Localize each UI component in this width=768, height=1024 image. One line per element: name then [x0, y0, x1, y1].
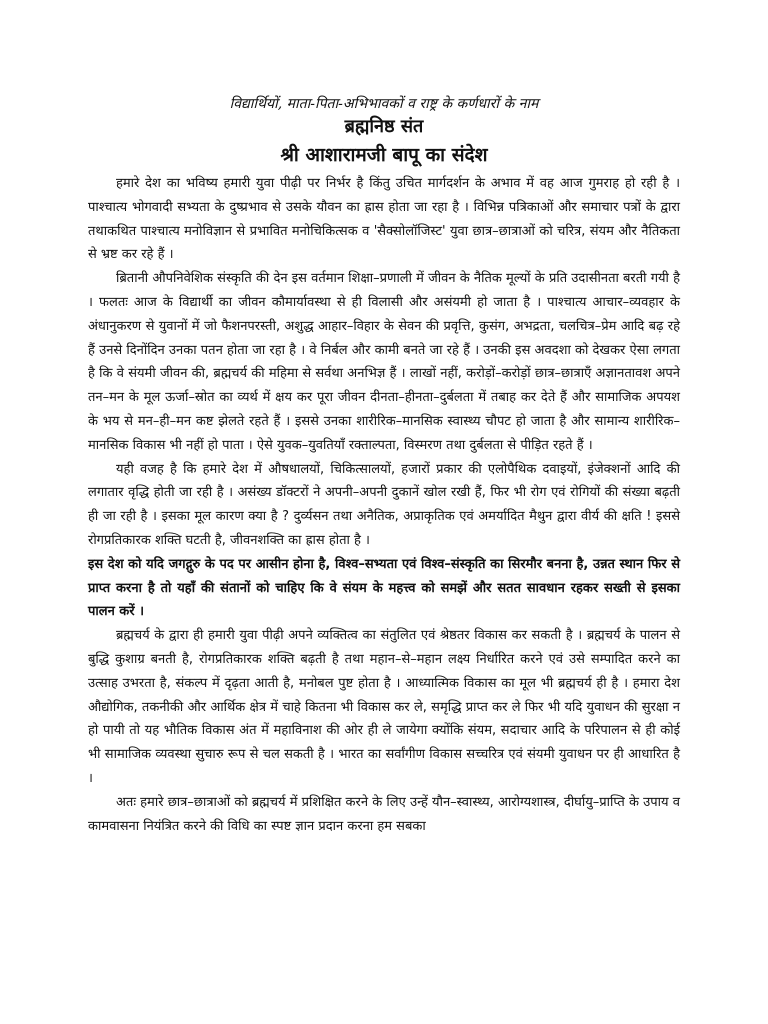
- saint-title: ब्रह्मनिष्ठ संत: [344, 116, 424, 137]
- body-paragraph: हमारे देश का भविष्य हमारी युवा पीढ़ी पर निर्भर है किंतु उचित मार्गदर्शन के अभाव में वह आज गुमराह हो रही है । पाश्चात्य भोगवादी सभ्यता के दुष्प्रभाव से उसके यौवन का ह्रास होता जा रहा है । विभिन्न पत्रिकाओं और समाचार पत्रों के द्वारा तथाकथित पाश्चात्य मनोविज्ञान से प्रभावित मनोचिकित्सक व 'सैक्सोलॉजिस्ट' युवा छात्र–छात्राओं को चरित्र, संयम और नैतिकता से भ्रष्ट कर रहे हैं ।: [88, 176, 680, 263]
- message-heading: श्री आशारामजी बापू का संदेश: [280, 144, 488, 166]
- body-paragraph: ब्रितानी औपनिवेशिक संस्कृति की देन इस वर्तमान शिक्षा–प्रणाली में जीवन के नैतिक मूल्यों के प्रति उदासीनता बरती गयी है । फलतः आज के विद्यार्थी का जीवन कौमार्यावस्था से ही विलासी और असंयमी हो जाता है । पाश्चात्य आचार–व्यवहार के अंधानुकरण से युवानों में जो फैशनपरस्ती, अशुद्ध आहार–विहार के सेवन की प्रवृत्ति, कुसंग, अभद्रता, चलचित्र–प्रेम आदि बढ़ रहे हैं उनसे दिनोंदिन उनका पतन होता जा रहा है । वे निर्बल और कामी बनते जा रहे हैं । उनकी इस अवदशा को देखकर ऐसा लगता है कि वे संयमी जीवन की, ब्रह्मचर्य की महिमा से सर्वथा अनभिज्ञ हैं । लाखों नहीं, करोड़ों–करोड़ों छात्र–छात्राएँ अज्ञानतावश अपने तन–मन के मूल ऊर्जा–स्रोत का व्यर्थ में क्षय कर पूरा जीवन दीनता–हीनता–दुर्बलता में तबाह कर देते हैं और सामाजिक अपयश के भय से मन–ही–मन कष्ट झेलते रहते हैं । इससे उनका शारीरिक–मानसिक स्वास्थ्य चौपट हो जाता है और सामान्य शारीरिक–मानसिक विकास भी नहीं हो पाता । ऐसे युवक–युवतियाँ रक्ताल्पता, विस्मरण तथा दुर्बलता से पीड़ित रहते हैं ।: [88, 271, 680, 453]
- body-paragraph: अतः हमारे छात्र–छात्राओं को ब्रह्मचर्य में प्रशिक्षित करने के लिए उन्हें यौन–स्वास्थ्य, आरोग्यशास्त्र, दीर्घायु–प्राप्ति के उपाय व कामवासना नियंत्रित करने की विधि का स्पष्ट ज्ञान प्रदान करना हम सबका: [88, 794, 680, 834]
- emphasis-paragraph: इस देश को यदि जगद्गुरु के पद पर आसीन होना है, विश्व–सभ्यता एवं विश्व–संस्कृति का सिरमौर बनना है, उन्नत स्थान फिर से प्राप्त करना है तो यहाँ की संतानों को चाहिए कि वे संयम के महत्त्व को समझें और सतत सावधान रहकर सख्ती से इसका पालन करें ।: [88, 556, 680, 620]
- body-paragraph: ब्रह्मचर्य के द्वारा ही हमारी युवा पीढ़ी अपने व्यक्तित्व का संतुलित एवं श्रेष्ठतर विकास कर सकती है । ब्रह्मचर्य के पालन से बुद्धि कुशाग्र बनती है, रोगप्रतिकारक शक्ति बढ़ती है तथा महान–से–महान लक्ष्य निर्धारित करने एवं उसे सम्पादित करने का उत्साह उभरता है, संकल्प में दृढ़ता आती है, मनोबल पुष्ट होता है । आध्यात्मिक विकास का मूल भी ब्रह्मचर्य ही है । हमारा देश औद्योगिक, तकनीकी और आर्थिक क्षेत्र में चाहे कितना भी विकास कर ले, समृद्धि प्राप्त कर ले फिर भी यदि युवाधन की सुरक्षा न हो पायी तो यह भौतिक विकास अंत में महाविनाश की ओर ही ले जायेगा क्योंकि संयम, सदाचार आदि के परिपालन से ही कोई भी सामाजिक व्यवस्था सुचारु रूप से चल सकती है । भारत का सर्वांगीण विकास सच्चरित्र एवं संयमी युवाधन पर ही आधारित है ।: [88, 628, 680, 786]
- body-paragraph: यही वजह है कि हमारे देश में औषधालयों, चिकित्सालयों, हजारों प्रकार की एलोपैथिक दवाइयों, इंजेक्शनों आदि की लगातार वृद्धि होती जा रही है । असंख्य डॉक्टरों ने अपनी–अपनी दुकानें खोल रखी हैं, फिर भी रोग एवं रोगियों की संख्या बढ़ती ही जा रही है । इसका मूल कारण क्या है ? दुर्व्यसन तथा अनैतिक, अप्राकृतिक एवं अमर्यादित मैथुन द्वारा वीर्य की क्षति ! इससे रोगप्रतिकारक शक्ति घटती है, जीवनशक्ति का ह्रास होता है ।: [88, 461, 680, 548]
- dedication-subtitle: विद्यार्थियों, माता-पिता-अभिभावकों व राष्ट्र के कर्णधारों के नाम: [229, 96, 539, 112]
